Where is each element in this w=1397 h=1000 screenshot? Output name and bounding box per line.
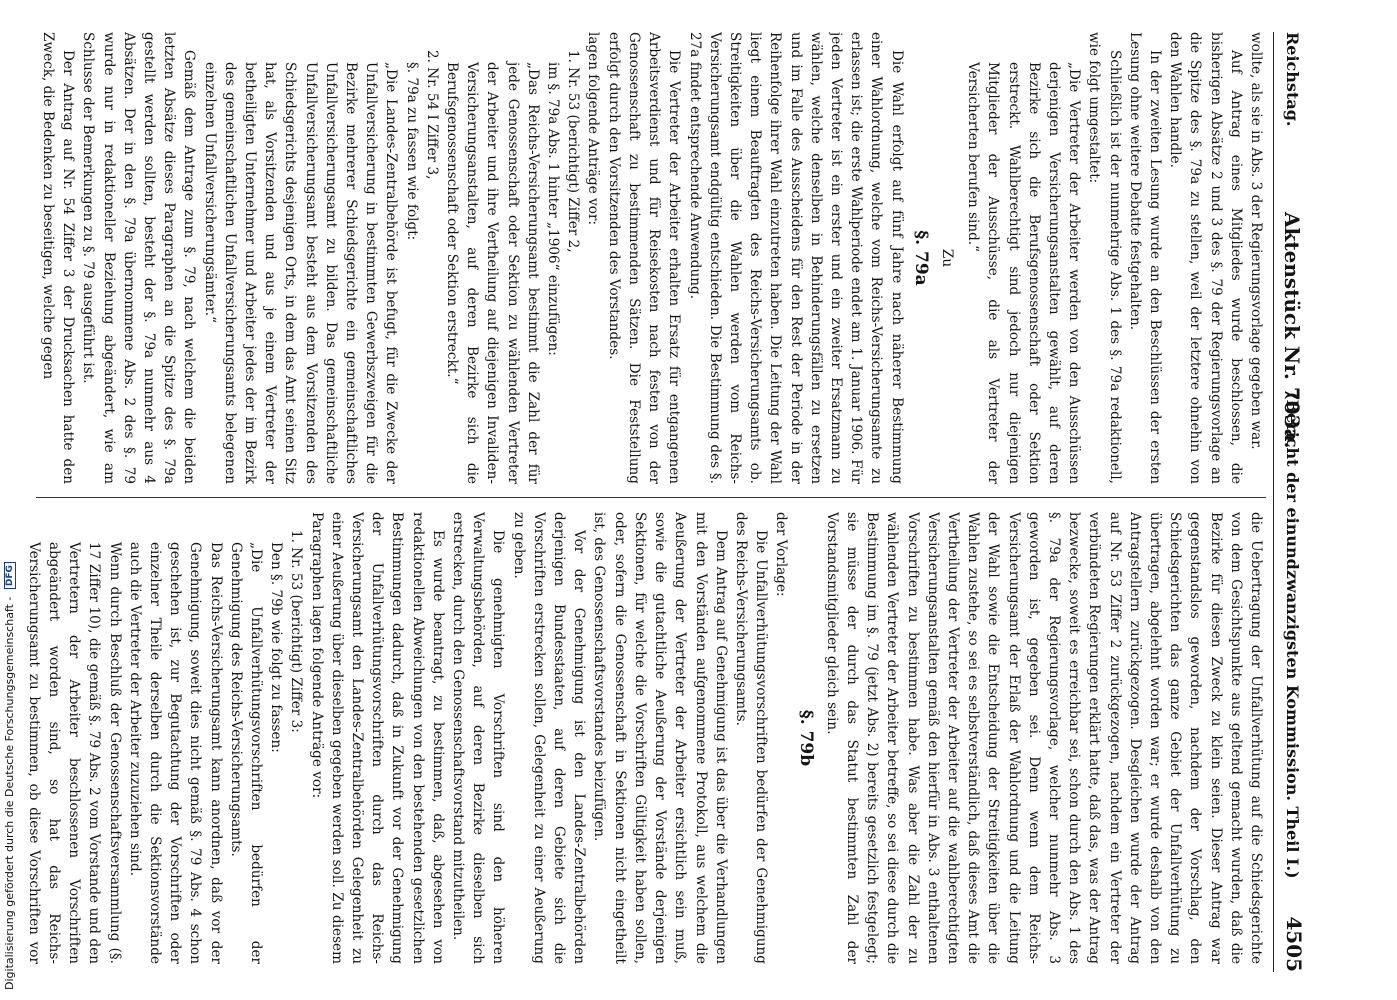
paragraph: Die Vertreter der Arbeiter erhalten Ersatz für entgangenen Arbeitsverdienst und für Reisekosten nach festen von der Genossenschaft zu bestimmenden Sätzen. Die Feststellung erfolgt durch den Vorsitzenden des Vorstandes. [605,32,683,484]
motion-text: Den §. 79b wie folgt zu fassen: [268,542,285,753]
document-page [20,12,1310,992]
section-heading: §. 79a [910,230,931,286]
quoted-provision: „Die Landes-Zentralbehörde ist befugt, für die Zwecke der Unfallversicherung in bestimmten Gewerbszweigen für die Bezirke mehrerer Schiedsgerichte ein gemeinschaftliches Unfallversicherungsamt zu bilden. Das gemeinschaftliche Unfallversicherungsamt besteht aus dem Vorsitzenden des Schiedsgerichts desjenigen Orts, in dem das Amt seinen Sitz hat, als Vorsitzenden und aus je einem Vertreter der betheiligten Unternehmer und Arbeiter jedes der im Bezirk des gemeinschaftlichen Unfallversicherungsamts belegenen einzelnen Unfallversicherungsämter.“ [201,62,400,484]
motion-text: im §. 79a Abs. 1 hinter „1906“ einzufügen: [545,62,562,356]
paragraph: Dem Antrag auf Genehmigung ist das über die Verhandlungen mit den Vorständen aufgenommene Protokoll, aus welchem die Aeußerung der Vertreter der Arbeiter ersichtlich sein muß, sowie die gutachtliche Aeußerung der Vorstände derjenigen Sektionen, für welche die Vorschriften Gültigkeit haben sollen, oder, sofern die Genossenschaft in Sektionen nicht eingetheilt ist, des Genossenschaftsvorstandes beizufügen. [591,512,729,964]
paragraph: Auf Antrag eines Mitgliedes wurde beschlossen, die bisherigen Absätze 2 und 3 des §. 79 der Regierungsvorlage an die Spitze des §. 79a zu stellen, weil der letztere ohnehin von den Wahlen handle. [1167,32,1244,484]
motion-text: §. 79a zu fassen wie folgt: [403,62,420,241]
paragraph: lagen folgende Anträge vor: [585,32,602,226]
running-header [1276,32,1306,972]
paragraph: In der zweiten Lesung wurde an den Beschlüssen der ersten Lesung ohne weitere Debatte festgehalten. [1126,32,1163,484]
quoted-provision: Das Reichs-Versicherungsamt kann anordnen, daß vor der Genehmigung, soweit dies nicht gemäß §. 79 Abs. 4 schon geschehen ist, zur Begutachtung der Vorschriften oder einzelner Theile derselben durch die Sektionsvorstände auch die Vertreter der Arbeiter zuzuziehen sind. [126,542,224,964]
paragraph: Es wurde beantragt, zu bestimmen, daß, abgesehen von redaktionellen Abweichungen von den bestehenden gesetzlichen Bestimmungen dadurch, daß in Zukunft vor der Genehmigung der Unfallverhütungsvorschriften durch das Reichs-Versicherungsamt den Landes-Zentralbehörden Gelegenheit zu einer Aeußerung über dieselben gegeben werden soll. Zu diesem Paragraphen lagen folgende Anträge vor: [308,512,446,964]
quoted-provision: „Die Vertreter der Arbeiter werden von den Ausschüssen derjenigen Versicherungsanstalten gewählt, auf deren Bezirke sich die Berufsgenossenschaft oder Sektion erstreckt. Wahlberechtigt sind jedoch nur diejenigen Mitglieder der Ausschüsse, die als Vertreter der Versicherten berufen sind.“ [965,62,1083,484]
credit-text: Digitalisierung gefördert durch die Deutsche Forschungsgemeinschaft - [3,596,16,990]
paragraph: Der Antrag auf Nr. 54 Ziffer 3 der Drucksachen hatte den Zweck, die Bedenken zu beseitigen, welche gegen [40,32,77,484]
right-column [26,512,1266,964]
paragraph: Schließlich ist der nunmehrige Abs. 1 des §. 79a redaktionell, wie folgt umgestaltet: [1086,32,1123,484]
motion-item: 2. Nr. 54 I Ziffer 3, [423,50,440,180]
section-heading: §. 79b [795,709,816,767]
motion-item: 1. Nr. 53 (berichtigt) Ziffer 2, [565,50,582,253]
quoted-provision: „Das Reichs-Versicherungsamt bestimmt die Zahl der für jede Genossenschaft oder Sektion zu wählenden Vertreter der Arbeiter und ihre Vertheilung auf diejenigen Invaliden-Versicherungsanstalten, auf deren Bezirke sich die Berufsgenossenschaft oder Sektion erstreckt.“ [444,62,541,484]
paragraph: Die Wahl erfolgt auf fünf Jahre nach näherer Bestimmung einer Wahlordnung, welche vom Reichs-Versicherungsamte zu erlassen ist; die erste Wahlperiode endet am 1. Januar 1906. Für jeden Vertreter ist ein erster und ein zweiter Ersatzmann zu wählen, welche denselben in Behinderungsfällen zu ersetzen und im Falle des Ausscheidens für den Rest der Periode in der Reihenfolge ihrer Wahl einzutreten haben. Die Leitung der Wahl liegt einem Beauftragten des Reichs-Versicherungsamts ob. Streitigkeiten über die Wahlen werden vom Reichs-Versicherungsamt endgültig entschieden. Die Bestimmung des §. 27a findet entsprechende Anwendung. [686,32,905,484]
header-report-title: (Bericht der einundzwanzigsten Kommission. Theil I.) [1283,392,1302,879]
paragraph: die Uebertragung der Unfallverhütung auf die Schiedsgerichte von dem Gesichtspunkte aus geltend gemacht wurden, daß die Bezirke für diesen Zweck zu klein seien. Dieser Antrag war gegenstandslos geworden, nachdem der Vorschlag, den Schiedsgerichten das ganze Gebiet der Unfallverhütung zu übertragen, abgelehnt worden war; er wurde deshalb von den Antragstellern zurückgezogen. Desgleichen wurde der Antrag auf Nr. 53 Ziffer 2 zurückgezogen, nachdem ein Vertreter der verbündeten Regierungen erklärt hatte, daß das, was der Antrag bezwecke, soweit es erreichbar sei, schon durch den Abs. 1 des §. 79a der Regierungsvorlage, welcher nunmehr Abs. 3 geworden ist, gegeben sei. Denn wenn dem Reichs-Versicherungsamt der Erlaß der Wahlordnung und die Leitung der Wahl sowie die Entscheidung der Streitigkeiten über die Wahlen zustehe, so sei es selbstverständlich, daß dieses Amt die Vertheilung der Vertreter der Arbeiter auf die wahlberechtigten Versicherungsanstalten gemäß den hierfür in Abs. 3 enthaltenen Vorschriften zu bestimmen habe. Was aber die Zahl der zu wählenden Vertreter der Arbeiter betreffe, so sei diese durch die Bestimmung im §. 79 (jetzt Abs. 2) bereits gesetzlich festgelegt; sie müsse der durch das Statut bestimmten Zahl der Vorstandsmitglieder gleich sein. [823,512,1264,964]
paragraph: Die genehmigten Vorschriften sind den höheren Verwaltungsbehörden, auf deren Bezirke dieselben sich erstrecken, durch den Genossenschaftsvorstand mitzutheilen. [450,512,507,964]
header-left: Reichstag. [1283,32,1302,127]
paragraph: Gemäß dem Antrage zum §. 79, nach welchem die beiden letzten Absätze dieses Paragraphen an die Spitze des §. 79a gestellt werden sollten, besteht der §. 79a nunmehr aus 4 Absätzen. Der in den §. 79a übernommene Abs. 2 des §. 79 wurde nur in redaktioneller Beziehung abgeändert, wie am Schlusse der Bemerkungen zu §. 79 ausgeführt ist. [80,32,198,484]
quoted-provision: Wenn durch Beschluß der Genossenschaftsversammlung (§. 17 Ziffer 10), die gemäß §. 79 Abs. 2 vom Vorstande und den Vertretern der Arbeiter beschlossenen Vorschriften abgeändert worden sind, so hat das Reichs-Versicherungsamt zu bestimmen, ob diese Vorschriften vor [26,542,123,964]
column-divider [36,497,1266,498]
paragraph: wollte, als sie in Abs. 3 der Regierungsvorlage gegeben war. [1248,32,1264,450]
paragraph: Vor der Genehmigung ist den Landes-Zentralbehörden derjenigen Bundesstaaten, auf deren Gebiete sich die Vorschriften erstrecken sollen, Gelegenheit zu einer Aeußerung zu geben. [510,512,588,964]
left-column [26,32,1266,484]
paragraph: der Vorlage: [773,512,790,597]
quoted-provision: „Die Unfallverhütungsvorschriften bedürfen der Genehmigung des Reichs-Versicherungsamts. [227,542,265,964]
page-number: 4505 [1282,916,1306,972]
header-document-number: Aktenstück Nr. 703a. [1280,212,1304,449]
digitization-credit [0,0,22,1000]
paragraph: Die Unfallverhütungsvorschriften bedürfen der Genehmigung des Reichs-Versicherungsamts. [732,512,770,964]
section-intro: Zu [938,248,955,268]
motion-item: 1. Nr. 53 (berichtigt) Ziffer 3: [288,530,305,733]
header-rule [1273,32,1274,972]
dfg-logo: DFG [4,562,16,589]
